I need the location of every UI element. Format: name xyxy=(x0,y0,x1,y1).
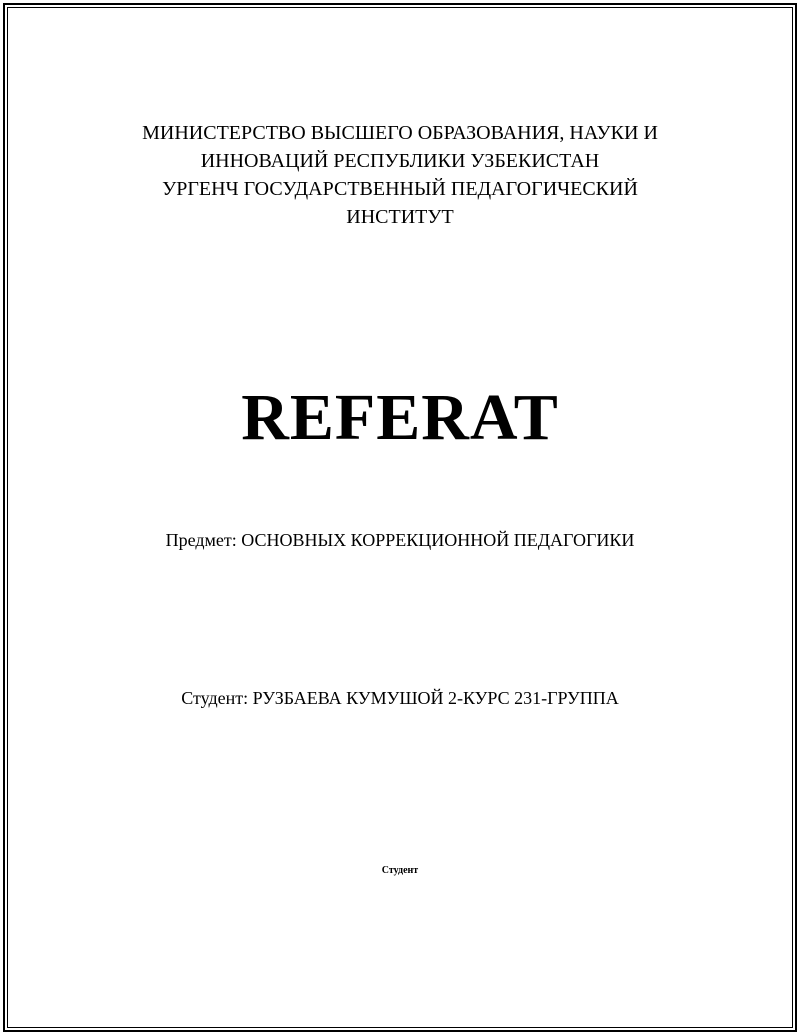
subject-label: Предмет: xyxy=(165,530,237,550)
header-line-2: ИННОВАЦИЙ РЕСПУБЛИКИ УЗБЕКИСТАН xyxy=(200,150,600,172)
header-line-3: УРГЕНЧ ГОСУДАРСТВЕННЫЙ ПЕДАГОГИЧЕСКИЙ xyxy=(162,178,638,200)
document-title: REFERAT xyxy=(241,381,559,454)
student-line xyxy=(0,686,800,710)
institution-header xyxy=(0,119,800,231)
header-line-1: МИНИСТЕРСТВО ВЫСШЕГО ОБРАЗОВАНИЯ, НАУКИ И xyxy=(142,122,658,144)
subject-value: ОСНОВНЫХ КОРРЕКЦИОННОЙ ПЕДАГОГИКИ xyxy=(241,530,635,550)
footer-label: Студент xyxy=(381,865,419,876)
student-label: Студент: xyxy=(181,688,249,708)
header-line-4: ИНСТИТУТ xyxy=(346,206,454,228)
subject-line xyxy=(0,528,800,552)
student-value: РУЗБАЕВА КУМУШОЙ 2-КУРС 231-ГРУППА xyxy=(252,688,619,708)
